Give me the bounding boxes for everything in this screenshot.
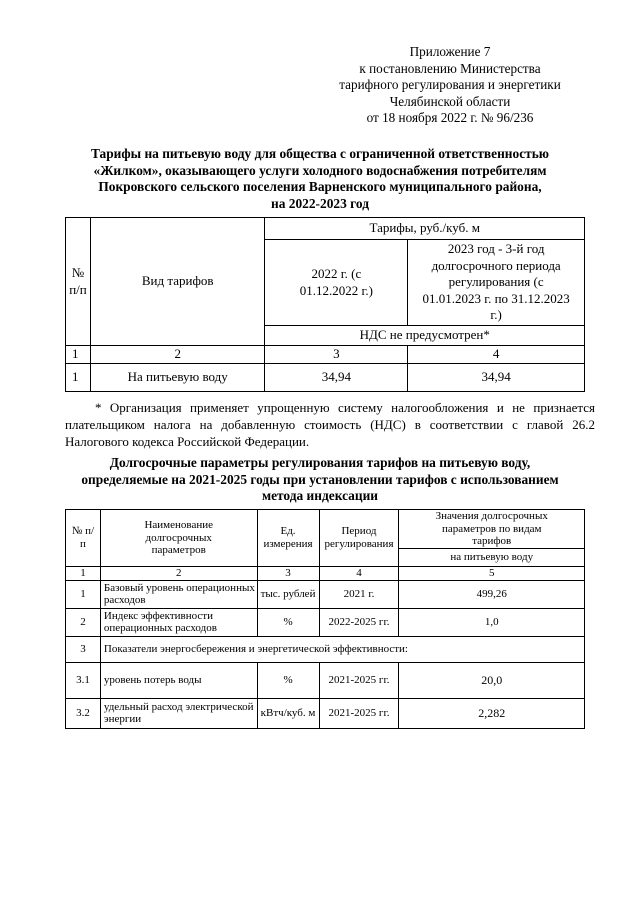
col-num-header: № п/п: [66, 218, 91, 346]
tariffs-header: Тарифы, руб./куб. м: [265, 218, 585, 240]
row-value-2023: 34,94: [408, 364, 585, 392]
row-num: 1: [66, 364, 91, 392]
period-2023-header: 2023 год - 3-й год долгосрочного периода регулирования (с 01.01.2023 г. по 31.12.2023 г.): [408, 240, 585, 326]
row-period: 2022-2025 гг.: [319, 608, 399, 636]
col-num-header: № п/п: [66, 510, 101, 567]
row-unit: тыс. рублей: [257, 580, 319, 608]
row-value: 20,0: [399, 662, 585, 698]
title-line: на 2022-2023 год: [271, 195, 369, 211]
col-values-header: Значения долгосрочных параметров по видам тарифов: [399, 510, 585, 549]
title-line: «Жилком», оказывающего услуги холодного водоснабжения потребителям: [93, 162, 547, 178]
index-cell: 1: [66, 346, 91, 364]
index-cell: 3: [265, 346, 408, 364]
index-cell: 1: [66, 566, 101, 580]
table-row: [66, 364, 585, 392]
col-values-subheader: на питьевую воду: [399, 548, 585, 566]
table-row: [66, 608, 585, 636]
vat-note: НДС не предусмотрен*: [265, 326, 585, 346]
tariffs-table: [65, 217, 585, 392]
row-value: 2,282: [399, 698, 585, 728]
table-row: [66, 580, 585, 608]
title-line: определяемые на 2021-2025 годы при установлении тарифов с использованием: [81, 471, 559, 487]
title-line: Тарифы на питьевую воду для общества с ограниченной ответственностью: [90, 146, 550, 161]
row-unit: кВтч/куб. м: [257, 698, 319, 728]
index-cell: 3: [257, 566, 319, 580]
appendix-header: [300, 44, 600, 127]
tariffs-title: [40, 146, 600, 212]
row-num: 3.2: [66, 698, 101, 728]
section-title: Показатели энергосбережения и энергетической эффективности:: [100, 636, 584, 662]
col-period-header: Период регулирования: [319, 510, 399, 567]
appendix-line: тарифного регулирования и энергетики: [339, 77, 561, 93]
parameters-title: [40, 455, 600, 505]
row-name: Базовый уровень операционных расходов: [100, 580, 257, 608]
index-cell: 2: [100, 566, 257, 580]
row-unit: %: [257, 608, 319, 636]
title-line: метода индексации: [261, 488, 379, 504]
index-cell: 2: [90, 346, 265, 364]
row-type: На питьевую воду: [90, 364, 265, 392]
title-line: Покровского сельского поселения Варненского муниципального района,: [98, 179, 542, 195]
row-period: 2021-2025 гг.: [319, 698, 399, 728]
row-unit: %: [257, 662, 319, 698]
index-row: [66, 566, 585, 580]
footnote: [65, 399, 595, 451]
index-cell: 4: [319, 566, 399, 580]
index-cell: 5: [399, 566, 585, 580]
row-name: Индекс эффективности операционных расходов: [100, 608, 257, 636]
table-row: [66, 698, 585, 728]
row-value: 499,26: [399, 580, 585, 608]
row-num: 2: [66, 608, 101, 636]
row-value: 1,0: [399, 608, 585, 636]
title-line: Долгосрочные параметры регулирования тарифов на питьевую воду,: [109, 455, 531, 470]
row-num: 3.1: [66, 662, 101, 698]
section-row: [66, 636, 585, 662]
index-cell: 4: [408, 346, 585, 364]
row-period: 2021 г.: [319, 580, 399, 608]
footnote-text: * Организация применяет упрощенную систему налогообложения и не признается плательщиком налога на добавленную стоимость (НДС) в соответствии с главой 26.2 Налогового кодекса Российской Федерации.: [65, 400, 595, 450]
section-num: 3: [66, 636, 101, 662]
period-2022-header: 2022 г. (с 01.12.2022 г.): [265, 240, 408, 326]
row-period: 2021-2025 гг.: [319, 662, 399, 698]
col-unit-header: Ед. измерения: [257, 510, 319, 567]
appendix-line: от 18 ноября 2022 г. № 96/236: [366, 110, 534, 126]
appendix-line: Челябинской области: [389, 93, 511, 109]
row-num: 1: [66, 580, 101, 608]
row-value-2022: 34,94: [265, 364, 408, 392]
col-type-header: Вид тарифов: [90, 218, 265, 346]
appendix-line: Приложение 7: [409, 44, 491, 59]
table-row: [66, 662, 585, 698]
row-name: удельный расход электрической энергии: [100, 698, 257, 728]
appendix-line: к постановлению Министерства: [359, 60, 541, 76]
col-name-header: Наименование долгосрочных параметров: [100, 510, 257, 567]
index-row: [66, 346, 585, 364]
parameters-table: [65, 509, 585, 729]
row-name: уровень потерь воды: [100, 662, 257, 698]
